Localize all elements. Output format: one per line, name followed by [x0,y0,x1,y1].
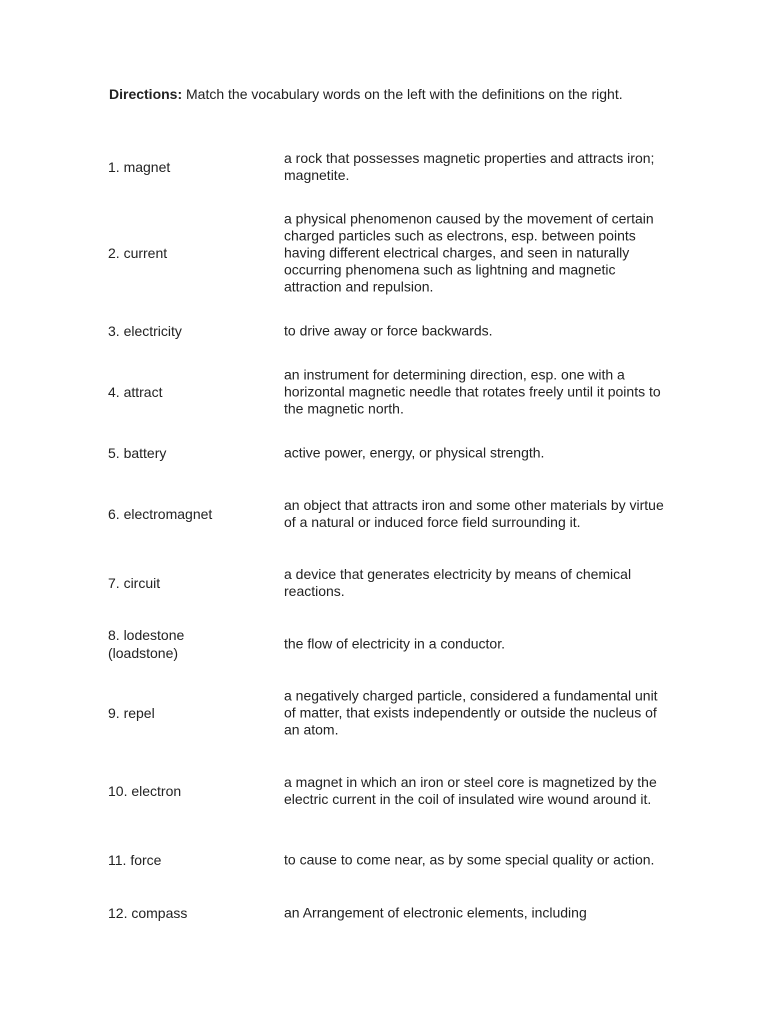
vocab-definition: an instrument for determining direction, esp. one with a horizontal magnetic needle that rotates freely until it points to the magnetic north. [284,366,661,417]
directions-label: Directions: [109,86,183,102]
vocab-term: 6. electromagnet [108,506,213,522]
vocab-definition: an Arrangement of electronic elements, including [284,904,587,921]
vocab-term: 9. repel [108,705,155,721]
vocab-definition: an object that attracts iron and some other materials by virtue of a natural or induced force field surrounding it. [284,497,664,530]
directions-paragraph [109,86,649,103]
vocab-term: 4. attract [108,384,163,400]
vocab-term: 8. lodestone (loadstone) [108,627,185,661]
vocab-term: 12. compass [108,905,188,921]
vocab-definition: a device that generates electricity by means of chemical reactions. [284,566,632,599]
vocab-definition: the flow of electricity in a conductor. [284,635,505,652]
vocab-definition: a magnet in which an iron or steel core is magnetized by the electric current in the coil of insulated wire wound around it. [284,774,657,807]
vocab-term: 3. electricity [108,323,182,339]
vocab-definition: a rock that possesses magnetic properties and attracts iron; magnetite. [284,150,655,183]
vocab-definition: active power, energy, or physical strength. [284,444,545,461]
directions-text: Match the vocabulary words on the left with the definitions on the right. [182,86,623,102]
vocab-definition: a negatively charged particle, considered a fundamental unit of matter, that exists independently or outside the nucleus of an atom. [284,687,658,738]
vocab-term: 2. current [108,245,168,261]
vocab-term: 1. magnet [108,159,171,175]
vocab-definition: to drive away or force backwards. [284,322,493,339]
vocab-term: 5. battery [108,445,167,461]
vocab-term: 7. circuit [108,575,161,591]
vocab-definition: a physical phenomenon caused by the movement of certain charged particles such as electrons, esp. between points having different electrical charges, and seen in naturally occurring phenomena such as lightning and magnetic attraction and repulsion. [284,210,654,295]
vocab-definition: to cause to come near, as by some special quality or action. [284,851,655,868]
vocab-term: 11. force [108,852,162,868]
vocab-term: 10. electron [108,783,182,799]
